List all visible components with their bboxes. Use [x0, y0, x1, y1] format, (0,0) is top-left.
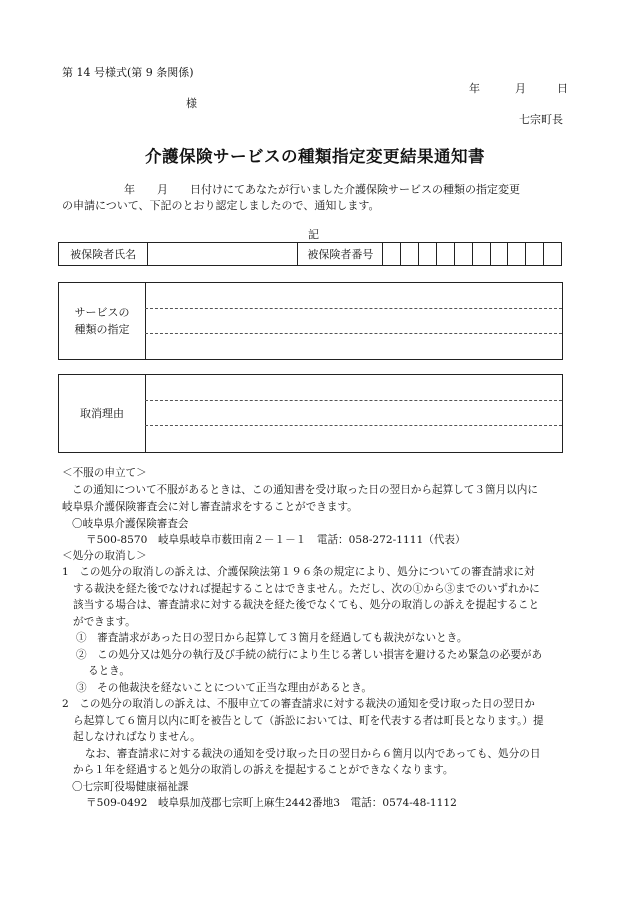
service-label-line-2: 種類の指定	[74, 323, 130, 336]
dashed-line	[145, 333, 562, 334]
revocation-org: 〇七宗町役場健康福祉課	[72, 781, 189, 793]
form-number: 第 14 号様式(第 9 条関係)	[62, 66, 194, 79]
addressee-suffix: 様	[186, 97, 197, 110]
dashed-line	[145, 400, 562, 401]
intro-line-1: 年 月 日付けにてあなたが行いました介護保険サービスの種類の指定変更	[124, 183, 520, 196]
objection-line-1: この通知について不服があるときは、この通知書を受け取った日の翌日から起算して３箇月以内に	[72, 484, 538, 496]
dashed-line	[145, 425, 562, 426]
issuer: 七宗町長	[519, 113, 563, 126]
revocation-case-2-line-2: るとき。	[88, 665, 130, 677]
revocation-case-3: ③ その他裁決を経ないことについて正当な理由があるとき。	[76, 682, 372, 694]
insured-name-label: 被保険者氏名	[59, 243, 148, 266]
cancel-reason-label: 取消理由	[59, 375, 146, 452]
objection-address: 〒500-8570 岐阜県岐阜市薮田南２－１－１ 電話：058-272-1111（代表）	[86, 534, 466, 546]
revocation-heading: ＜処分の取消し＞	[62, 550, 147, 562]
service-type-label	[59, 283, 146, 359]
objection-line-2: 岐阜県介護保険審査会に対し審査請求をすることができます。	[62, 501, 358, 513]
insured-number-label: 被保険者番号	[298, 243, 383, 266]
insured-number-digit	[490, 243, 508, 266]
intro-line-2: の申請について、下記のとおり認定しましたので、通知します。	[62, 199, 380, 212]
date-month: 月	[515, 82, 526, 95]
page-title: 介護保険サービスの種類指定変更結果通知書	[145, 147, 485, 166]
objection-org: 〇岐阜県介護保険審査会	[72, 518, 189, 530]
revocation-p1-line-3: 該当する場合は、審査請求に対する裁決を経た後でなくても、処分の取消しの訴えを提起すること	[73, 599, 540, 611]
cancel-reason-box	[58, 374, 563, 453]
revocation-p1-line-2: する裁決を経た後でなければ提起することはできません。ただし、次の①から③までのいずれかに	[73, 583, 540, 595]
revocation-case-1: ① 審査請求があった日の翌日から起算して３箇月を経過しても裁決がないとき。	[76, 632, 468, 644]
insured-number-digit	[472, 243, 490, 266]
revocation-p2-line-2: ら起算して６箇月以内に町を被告として（訴訟においては、町を代表する者は町長となります。）提	[73, 715, 544, 727]
revocation-address: 〒509-0492 岐阜県加茂郡七宗町上麻生2442番地3 電話：0574-48-1112	[86, 797, 457, 809]
insured-info-table	[58, 242, 562, 266]
insured-number-digit	[419, 243, 437, 266]
revocation-p1-line-4: ができます。	[73, 616, 136, 628]
ki-mark: 記	[308, 228, 319, 241]
date-day: 日	[557, 82, 568, 95]
objection-heading: ＜不服の申立て＞	[62, 467, 147, 479]
revocation-p2-line-3: 起しなければなりません。	[73, 731, 201, 743]
insured-number-digit	[401, 243, 419, 266]
insured-number-digit	[526, 243, 544, 266]
revocation-p3-line-2: から１年を経過すると処分の取消しの訴えを提起することができなくなります。	[73, 764, 454, 776]
service-type-box	[58, 282, 563, 360]
service-label-line-1: サービスの	[74, 306, 130, 319]
revocation-p3-line-1: なお、審査請求に対する裁決の通知を受け取った日の翌日から６箇月以内であっても、処分の日	[85, 748, 541, 760]
revocation-p1-line-1: 1 この処分の取消しの訴えは、介護保険法第１９６条の規定により、処分についての審査請求に対	[62, 566, 535, 578]
date-year: 年	[469, 82, 480, 95]
insured-number-digit	[436, 243, 454, 266]
revocation-case-2-line-1: ② この処分又は処分の執行及び手続の続行により生じる著しい損害を避けるため緊急の必要があ	[76, 649, 543, 661]
insured-number-digit	[544, 243, 562, 266]
insured-number-digit	[454, 243, 472, 266]
insured-number-digit	[508, 243, 526, 266]
dashed-line	[145, 308, 562, 309]
revocation-p2-line-1: 2 この処分の取消しの訴えは、不服申立ての審査請求に対する裁決の通知を受け取った日の翌日か	[62, 698, 535, 710]
insured-name-cell	[148, 243, 298, 266]
insured-number-digit	[383, 243, 401, 266]
